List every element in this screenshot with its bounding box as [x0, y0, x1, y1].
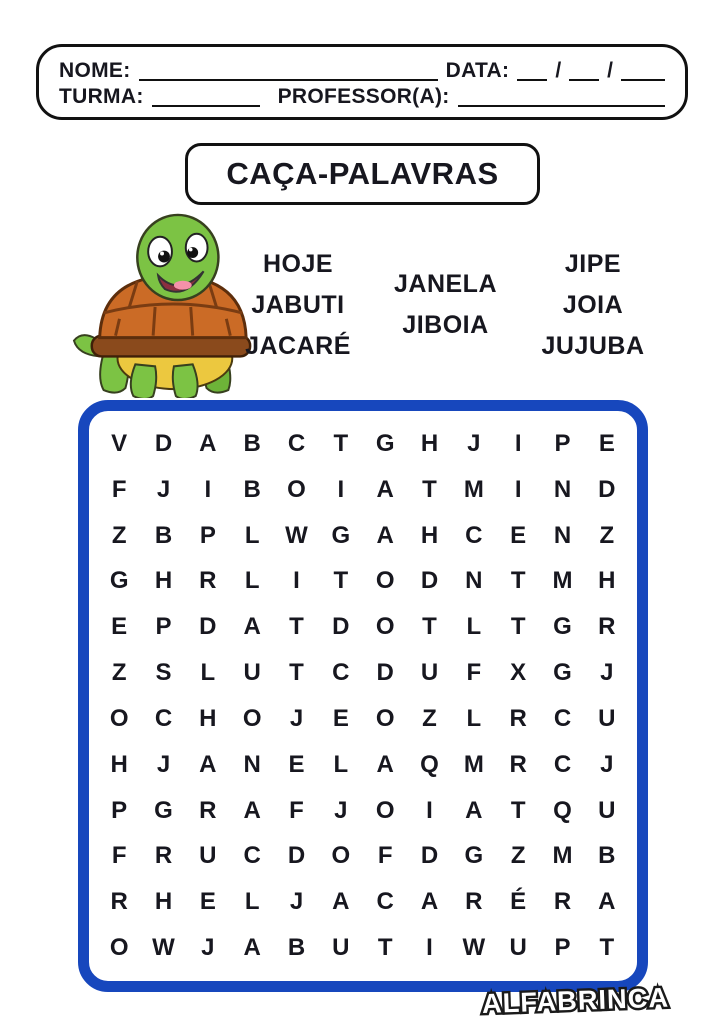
grid-cell: G: [109, 567, 129, 595]
grid-cell: L: [244, 521, 260, 549]
grid-cell: D: [199, 613, 217, 641]
turma-label: TURMA:: [59, 85, 144, 108]
date-slash: /: [607, 59, 613, 82]
grid-cell: D: [332, 613, 350, 641]
grid-cell: O: [375, 567, 395, 595]
grid-cell: D: [376, 659, 394, 687]
grid-cell: T: [422, 613, 437, 641]
grid-cell: T: [333, 429, 349, 457]
grid-cell: D: [598, 475, 616, 503]
grid-cell: M: [463, 475, 484, 503]
grid-cell: L: [200, 659, 216, 687]
grid-cell: A: [376, 750, 394, 778]
grid-cell: I: [293, 567, 300, 595]
grid-cell: M: [552, 842, 573, 870]
grid-cell: H: [154, 888, 173, 916]
grid-cell: V: [111, 429, 128, 457]
grid-cell: A: [420, 888, 439, 916]
grid-cell: A: [332, 888, 350, 916]
grid-cell: U: [598, 704, 616, 732]
grid-cell: I: [426, 934, 433, 962]
grid-cell: W: [285, 521, 308, 549]
grid-cell: C: [553, 704, 572, 732]
grid-cell: A: [376, 521, 394, 549]
turtle-icon: [66, 210, 264, 398]
grid-cell: E: [332, 704, 349, 732]
word-list-item: HOJE: [262, 249, 334, 278]
grid-cell: Q: [420, 750, 439, 778]
grid-cell: B: [243, 475, 261, 503]
grid-cell: N: [553, 521, 572, 549]
grid-cell: R: [509, 704, 527, 732]
grid-cell: F: [111, 475, 127, 503]
grid-cell: J: [600, 659, 614, 687]
grid-cell: U: [598, 796, 616, 824]
grid-cell: U: [509, 934, 527, 962]
grid-cell: D: [420, 567, 439, 595]
grid-cell: R: [199, 567, 217, 595]
grid-cell: U: [243, 659, 261, 687]
grid-cell: A: [199, 750, 217, 778]
grid-cell: U: [420, 659, 439, 687]
grid-cell: C: [553, 750, 572, 778]
grid-cell: J: [201, 934, 215, 962]
grid-cell: N: [465, 567, 483, 595]
grid-cell: O: [109, 934, 129, 962]
grid-cell: T: [289, 613, 304, 641]
grid-cell: Z: [599, 521, 615, 549]
grid-cell: G: [375, 429, 395, 457]
grid-cell: J: [600, 750, 614, 778]
word-list-item: JANELA: [393, 270, 497, 298]
grid-cell: A: [243, 796, 261, 824]
grid-cell: E: [510, 521, 527, 549]
grid-cell: L: [466, 704, 482, 732]
grid-cell: A: [376, 475, 394, 503]
grid-cell: T: [510, 796, 526, 824]
grid-cell: P: [554, 429, 571, 457]
grid-cell: A: [243, 934, 261, 962]
grid-cell: C: [287, 429, 306, 457]
grid-cell: I: [337, 475, 345, 503]
grid-cell: O: [331, 842, 351, 870]
grid-cell: T: [510, 613, 526, 641]
grid-cell: J: [156, 475, 171, 503]
letter-grid: [97, 421, 629, 971]
grid-cell: G: [331, 521, 351, 549]
grid-cell: J: [289, 888, 304, 916]
date-slash: /: [555, 59, 562, 82]
grid-cell: O: [242, 704, 262, 732]
word-list-item: JIBOIA: [402, 311, 489, 339]
puzzle-grid-box: [78, 400, 648, 992]
grid-cell: P: [199, 521, 216, 549]
grid-cell: F: [377, 842, 393, 870]
name-blank-line: [139, 63, 438, 81]
date-year-blank: [621, 63, 665, 81]
alfabrinca-watermark: [478, 980, 673, 1022]
student-info-box: [36, 44, 688, 120]
grid-cell: O: [375, 796, 395, 824]
grid-cell: J: [334, 796, 348, 824]
word-list: [238, 240, 653, 370]
grid-cell: F: [289, 796, 304, 824]
grid-cell: A: [465, 796, 483, 824]
grid-cell: B: [243, 429, 261, 457]
grid-cell: G: [553, 659, 572, 687]
grid-cell: H: [199, 704, 217, 732]
grid-cell: N: [553, 475, 572, 503]
grid-cell: O: [375, 613, 395, 641]
worksheet-title: CAÇA-PALAVRAS: [226, 156, 499, 191]
grid-cell: M: [463, 750, 484, 778]
turma-blank-line: [152, 89, 260, 107]
grid-cell: R: [598, 613, 616, 641]
grid-cell: F: [466, 659, 482, 687]
grid-cell: N: [243, 750, 261, 778]
grid-cell: I: [426, 796, 433, 824]
grid-cell: Q: [553, 796, 572, 824]
grid-cell: L: [244, 567, 260, 595]
grid-cell: R: [553, 888, 572, 916]
grid-cell: C: [376, 888, 394, 916]
grid-cell: D: [420, 842, 439, 870]
word-list-item: JABUTI: [251, 290, 345, 319]
grid-cell: B: [598, 842, 616, 870]
grid-cell: R: [509, 750, 527, 778]
grid-cell: L: [244, 888, 260, 916]
grid-cell: L: [333, 750, 349, 778]
grid-cell: W: [462, 934, 486, 962]
grid-cell: H: [420, 521, 439, 549]
grid-cell: T: [599, 934, 615, 962]
grid-cell: O: [109, 704, 129, 732]
professor-label: PROFESSOR(A):: [277, 85, 450, 108]
grid-cell: A: [243, 613, 261, 641]
grid-cell: I: [514, 475, 522, 503]
grid-cell: I: [514, 429, 522, 457]
date-month-blank: [569, 63, 599, 81]
word-list-item: JOIA: [562, 290, 624, 319]
word-column-3: [533, 240, 653, 370]
grid-cell: U: [332, 934, 350, 962]
word-list-item: JUJUBA: [541, 331, 645, 360]
word-column-2: [386, 240, 506, 370]
grid-cell: I: [204, 475, 212, 503]
grid-cell: J: [289, 704, 304, 732]
name-date-row: [59, 55, 665, 81]
grid-cell: E: [199, 888, 216, 916]
grid-cell: R: [465, 888, 483, 916]
grid-cell: G: [154, 796, 173, 824]
watermark-text: ALFABRINCA: [481, 981, 670, 1020]
grid-cell: E: [288, 750, 305, 778]
class-teacher-row: [59, 81, 665, 107]
grid-cell: G: [464, 842, 484, 870]
grid-cell: T: [510, 567, 526, 595]
grid-cell: T: [377, 934, 393, 962]
grid-cell: O: [375, 704, 395, 732]
grid-cell: R: [199, 796, 217, 824]
grid-cell: C: [332, 659, 350, 687]
grid-cell: B: [287, 934, 306, 962]
grid-cell: E: [111, 613, 128, 641]
grid-cell: L: [466, 613, 482, 641]
grid-cell: R: [110, 888, 128, 916]
grid-cell: Z: [111, 521, 127, 549]
grid-cell: X: [510, 659, 527, 687]
grid-cell: B: [154, 521, 173, 549]
grid-cell: P: [111, 796, 128, 824]
grid-cell: O: [287, 475, 306, 503]
name-label: NOME:: [59, 59, 131, 82]
grid-cell: R: [154, 842, 173, 870]
grid-cell: Z: [422, 704, 437, 732]
grid-cell: C: [154, 704, 173, 732]
professor-blank-line: [458, 89, 665, 107]
grid-cell: É: [510, 888, 527, 916]
grid-cell: F: [111, 842, 127, 870]
grid-cell: D: [154, 429, 173, 457]
word-column-1: [238, 240, 358, 370]
grid-cell: D: [287, 842, 306, 870]
grid-cell: P: [554, 934, 571, 962]
word-list-item: JIPE: [564, 249, 622, 278]
grid-cell: H: [598, 567, 616, 595]
word-list-item: JACARÉ: [245, 331, 351, 360]
worksheet-title-box: [185, 143, 540, 205]
grid-cell: H: [154, 567, 173, 595]
grid-cell: G: [553, 613, 572, 641]
grid-cell: M: [552, 567, 573, 595]
grid-cell: T: [289, 659, 304, 687]
grid-cell: J: [156, 750, 171, 778]
grid-cell: C: [243, 842, 261, 870]
grid-cell: W: [152, 934, 175, 962]
date-label: DATA:: [445, 59, 510, 82]
grid-cell: S: [155, 659, 172, 687]
grid-cell: U: [199, 842, 217, 870]
grid-cell: A: [598, 888, 616, 916]
grid-cell: Z: [111, 659, 127, 687]
grid-cell: T: [333, 567, 349, 595]
grid-cell: J: [467, 429, 481, 457]
grid-cell: H: [110, 750, 128, 778]
grid-cell: C: [465, 521, 483, 549]
grid-cell: H: [420, 429, 439, 457]
grid-cell: P: [155, 613, 172, 641]
grid-cell: E: [598, 429, 615, 457]
grid-cell: Z: [510, 842, 526, 870]
date-day-blank: [517, 63, 547, 81]
turtle-illustration: [66, 210, 264, 398]
grid-cell: A: [199, 429, 217, 457]
grid-cell: T: [422, 475, 437, 503]
